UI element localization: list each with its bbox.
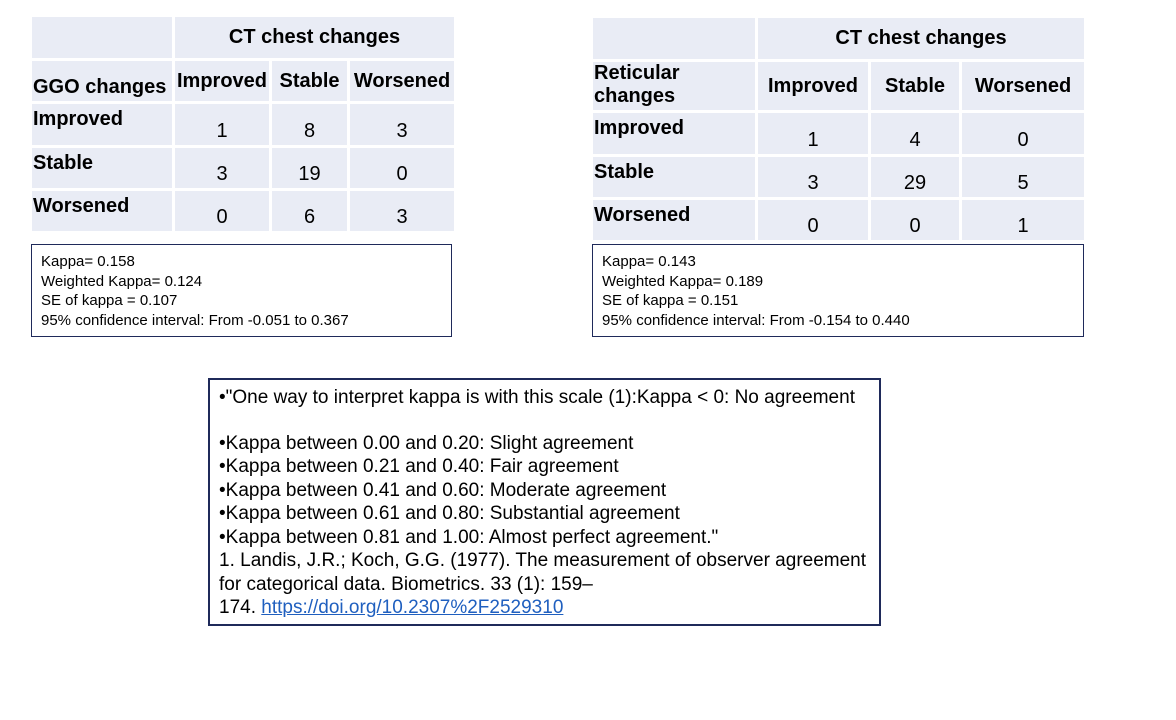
row-label: Worsened [593,200,755,240]
row-label: Improved [32,104,172,145]
table-cell: 0 [758,200,868,240]
table-cell: 0 [871,200,959,240]
weighted-kappa-value: Weighted Kappa= 0.124 [41,272,203,290]
table-cell: 3 [350,104,454,145]
reference-prefix: 174. [219,597,262,618]
table-cell: 4 [871,113,959,154]
weighted-kappa-value: Weighted Kappa= 0.189 [602,272,764,290]
group-header: CT chest changes [758,18,1084,59]
row-header-label: Reticular changes [593,62,755,110]
row-label: Stable [593,157,755,197]
column-header: Worsened [350,61,454,101]
table-row [32,191,454,231]
se-kappa-value: SE of kappa = 0.151 [602,292,739,310]
kappa-value: Kappa= 0.143 [602,253,696,270]
confidence-interval: 95% confidence interval: From -0.051 to 0.367 [41,311,349,329]
table-row [593,113,1084,154]
column-header: Worsened [962,62,1084,110]
table-cell: 3 [758,157,868,197]
scale-item: •Kappa between 0.61 and 0.80: Substantial agreement [219,503,680,524]
table-cell: 6 [272,191,347,231]
table-cell: 1 [175,104,269,145]
reticular-kappa-stats [592,244,1084,337]
row-label: Improved [593,113,755,154]
reference-line: 1. Landis, J.R.; Koch, G.G. (1977). The measurement of observer agreement [219,550,867,571]
kappa-value: Kappa= 0.158 [41,253,135,270]
confidence-interval: 95% confidence interval: From -0.154 to 0.440 [602,311,910,329]
group-header: CT chest changes [175,17,454,58]
column-header: Stable [272,61,347,101]
scale-item: •Kappa between 0.81 and 1.00: Almost perfect agreement." [219,526,719,548]
table-cell: 1 [758,113,868,154]
row-label: Stable [32,148,172,188]
row-label: Worsened [32,191,172,231]
reticular-contingency-table [590,15,1087,243]
row-header-label: GGO changes [32,61,172,101]
table-cell: 0 [175,191,269,231]
column-header: Stable [871,62,959,110]
kappa-interpretation-note [208,378,881,626]
table-cell: 19 [272,148,347,188]
table-corner-top [593,18,755,59]
table-row [32,148,454,188]
table-cell: 29 [871,157,959,197]
table-cell: 3 [175,148,269,188]
reference-line: for categorical data. Biometrics. 33 (1): 159– [219,573,593,595]
table-cell: 0 [962,113,1084,154]
column-header: Improved [175,61,269,101]
table-row [593,157,1084,197]
se-kappa-value: SE of kappa = 0.107 [41,292,178,310]
table-cell: 8 [272,104,347,145]
scale-item: •Kappa between 0.00 and 0.20: Slight agreement [219,432,634,454]
table-row [593,200,1084,240]
ggo-contingency-table [29,14,457,234]
table-cell: 1 [962,200,1084,240]
scale-item: •Kappa between 0.21 and 0.40: Fair agreement [219,456,619,477]
table-row [32,104,454,145]
reference-line [219,596,870,620]
doi-link[interactable]: https://doi.org/10.2307%2F2529310 [261,597,564,618]
column-header: Improved [758,62,868,110]
ggo-kappa-stats [31,244,452,337]
table-corner-top [32,17,172,58]
note-intro: •"One way to interpret kappa is with this scale (1):Kappa < 0: No agreement [219,387,855,408]
scale-item: •Kappa between 0.41 and 0.60: Moderate agreement [219,479,667,501]
table-cell: 5 [962,157,1084,197]
table-cell: 0 [350,148,454,188]
table-cell: 3 [350,191,454,231]
